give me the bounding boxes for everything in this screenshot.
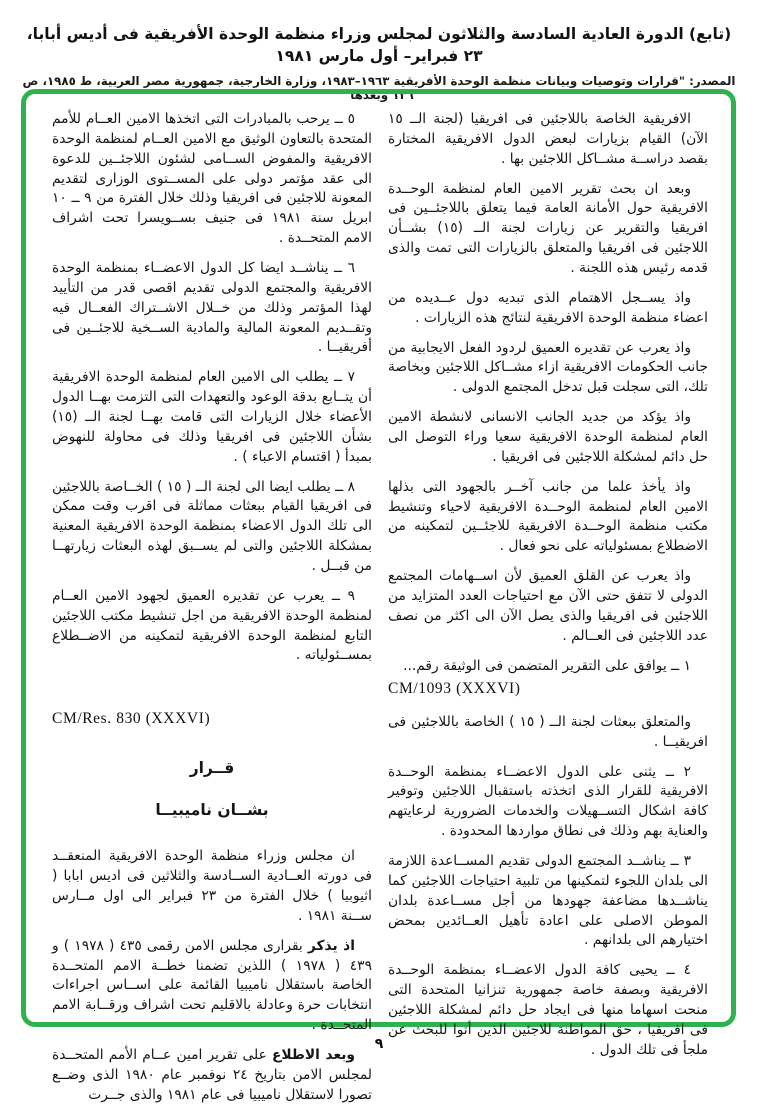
numbered-item-8: ٨ ــ يطلب ايضا الى لجنة الــ ( ١٥ ) الخــاصة باللاجئين فى افريقيا القيام ببعثات مماثلة فى اقرب وقت ممكن الى تلك الدول الاعضاء بمنظمة الوحدة الافريقية المعنية بمشكلة اللاجئين والتى لم يســبق لهذه البعثات زيارتهــا من قبــل .: [52, 478, 372, 575]
resolution-number-cm-res-830: CM/Res. 830 (XXXVI): [52, 710, 211, 728]
preamble-paragraph: ان مجلس وزراء منظمة الوحدة الافريقية المنعقــد فى دورته العــادية الســادسة والثلاثين فى اديس ابابا ( اثيوبيا ) خلال الفترة من ٢٣ فبراير الى اول مــارس ســنة ١٩٨١ .: [52, 848, 372, 924]
resolution-subject-namibia: بشــان ناميبيــا: [155, 800, 269, 819]
paragraph: وبعد ان بحث تقرير الامين العام لمنظمة الوحــدة الافريقية حول الأمانة العامة فيما يتعلق باللاجئــين فى افريقيا والتقرير عن زيارات لجنة الــ (١٥) بشــأن اللاجئين فى افريقيا والمتعلق بالزيارات التى تمت والذى قدمه رئيس هذه اللجنة .: [388, 180, 708, 277]
source-citation: المصدر: "قرارات وتوصيات وبيانات منظمة الوحدة الأفريقية ١٩٦٣–١٩٨٣، وزارة الخارجية، جمهورية مصر العربية، ط ١٩٨٥، ص ١٣٦ وبعدها": [22, 74, 736, 103]
paragraph: واذ يؤكد من جديد الجانب الانسانى لانشطة الامين العام لمنظمة الوحدة الافريقية سعيا وراء التوصل الى حل دائم لمشكلة اللاجئين فى افريقيا .: [388, 409, 708, 465]
bold-lead: اذ يذكر: [307, 937, 355, 954]
paragraph: واذ يعرب عن تقديره العميق لردود الفعل الايجابية من جانب الحكومات الافريقية ازاء مشــاكل اللاجئين وبخاصة تلك، التى سجلت قبل تدخل المجتمع الدولى .: [388, 339, 708, 396]
paragraph: واذ يعرب عن القلق العميق لأن اســهامات المجتمع الدولى لا تتفق حتى الآن مع احتياجات العدد المتزايد من اللاجئين فى افريقيا والذى يصل الآن الى اكثر من نصف عدد اللاجئين فى العــالم .: [388, 568, 708, 644]
numbered-item-6: ٦ ــ يناشــد ايضا كل الدول الاعضــاء بمنظمة الوحدة الافريقية والمجتمع الدولى تقديم اقصى قدر من التأييد لهذا المؤتمر وذلك من خــلال الاشــتراك الفعــال فيه وتقــديم المعونة المالية والمادية الســخية للاجئــين فى أفريقيــا .: [52, 260, 372, 356]
preamble-paragraph: اذ يذكر بقرارى مجلس الامن رقمى ٤٣٥ ( ١٩٧٨ ) و ٤٣٩ ( ١٩٧٨ ) اللذين تضمنا خطــة الامم المتحــدة الخاصة باستقلال ناميبيا القائمة على اســاس اجراءات انتخابات حرة وعادلة بالاقليم تحت اشراف ورقــابة الامم المتحــدة .: [52, 937, 372, 1034]
bold-lead: وبعد الاطلاع: [272, 1047, 355, 1064]
column-right: [388, 110, 708, 1116]
preamble-paragraph: وبعد الاطلاع على تقرير امين عــام الأمم المتحــدة لمجلس الامن بتاريخ ٢٤ نوفمبر عام ١٩٨٠ الذى وضــع تصورا لاستقلال ناميبيا فى عام ١٩٨١ والذى جــرت: [52, 1047, 372, 1103]
paragraph: الافريقية الخاصة باللاجئين فى افريقيا (لجنة الــ ١٥ الآن) القيام بزيارات لبعض الدول الافريقية المختارة بقصد دراســة مشــاكل اللاجئين بها .: [388, 111, 708, 167]
numbered-item-3: ٣ ــ يناشــد المجتمع الدولى تقديم المســاعدة اللازمة الى بلدان اللجوء لتمكينها من تلبية احتياجات اللاجئين كما يناشــدها مضاعفة جهودها من أجل مســاعدة بلدان الموطن الاصلى على اعادة تأهيل العــائدين بمحض اختيارهم الى بلدانهم .: [388, 852, 708, 949]
numbered-item-7: ٧ ــ يطلب الى الامين العام لمنظمة الوحدة الافريقية أن يتــابع بدقة الوعود والتعهدات التى التزمت بهــا الدول الأعضاء خلال الزيارات التى قامت بهــا لجنة الــ (١٥) بشأن اللاجئين فى افريقيا وذلك فى محاولة للنهوض بمبدأ ( اقتسام الاعباء ) .: [52, 369, 372, 465]
numbered-item-1: ١ ــ يوافق على التقرير المتضمن فى الوثيقة رقم...: [403, 657, 691, 674]
column-left: [52, 110, 372, 1116]
session-title: (تابع) الدورة العادية السادسة والثلاثون لمجلس وزراء منظمة الوحدة الأفريقية فى أديس أبابا، ٢٣ فبراير– أول مارس ١٩٨١: [26, 25, 732, 65]
resolution-heading: قــرار: [189, 758, 235, 777]
numbered-item-9: ٩ ــ يعرب عن تقديره العميق لجهود الامين العــام لمنظمة الوحدة الافريقية من اجل تنشيط مكتب اللاجئين التابع لمنظمة الوحدة الافريقية لتمكينه من الاضــطلاع بمســئولياته .: [52, 587, 372, 664]
numbered-item-5: ٥ ــ يرحب بالمبادرات التى اتخذها الامين العــام للأمم المتحدة بالتعاون الوثيق مع الامين العــام لمنظمة الوحدة الافريقية والمفوض الســامى لشئون اللاجئــين للدعوة الى عقد مؤتمر دولى على المســتوى الوزارى لتقديم المعونة للاجئين فى افريقيا وذلك خلال الفترة من ٩ ــ ١٠ ابريل سنة ١٩٨١ فى جنيف بســويسرا تحت اشراف الامم المتحــدة .: [52, 111, 372, 247]
paragraph: واذ يســجل الاهتمام الذى تبديه دول عــديده من اعضاء منظمة الوحدة الافريقية لنتائج هذه الزيارات .: [388, 289, 708, 326]
paragraph: واذ يأخذ علما من جانب آخــر بالجهود التى بذلها الامين العام لمنظمة الوحــدة الافريقية لاحياء وتنشيط مكتب منظمة الوحــدة الافريقية للاجئــين لتمكينه من الاضطلاع بمسئولياته على نحو فعال .: [388, 478, 708, 555]
document-reference-cm1093: CM/1093 (XXXVI): [388, 680, 521, 698]
numbered-item-4: ٤ ــ يحيى كافة الدول الاعضــاء بمنظمة الوحــدة الافريقية وبصفة خاصة جمهورية تنزانيا المتحدة التى منحت اسهاما منها فى ايجاد حل دائم لمشكلة اللاجئين فى افريقيا ، حق المواطنة للاجئين الذين أتوا للبحث عن ملجأ فى تلك الدول .: [388, 962, 708, 1058]
paragraph: والمتعلق ببعثات لجنة الــ ( ١٥ ) الخاصة باللاجئين فى افريقيــا .: [388, 713, 708, 750]
two-column-body: [52, 110, 708, 1116]
page-number: ٩: [374, 1036, 384, 1052]
numbered-item-2: ٢ ــ يثنى على الدول الاعضــاء بمنظمة الوحــدة الافريقية للقرار الذى اتخذته باستقبال اللاجئين وتوفير كافة اشكال التســهيلات والخدمات الضرورية لرعايتهم والعناية بهم وذلك فى نطاق مواردها المحدودة .: [388, 763, 708, 840]
